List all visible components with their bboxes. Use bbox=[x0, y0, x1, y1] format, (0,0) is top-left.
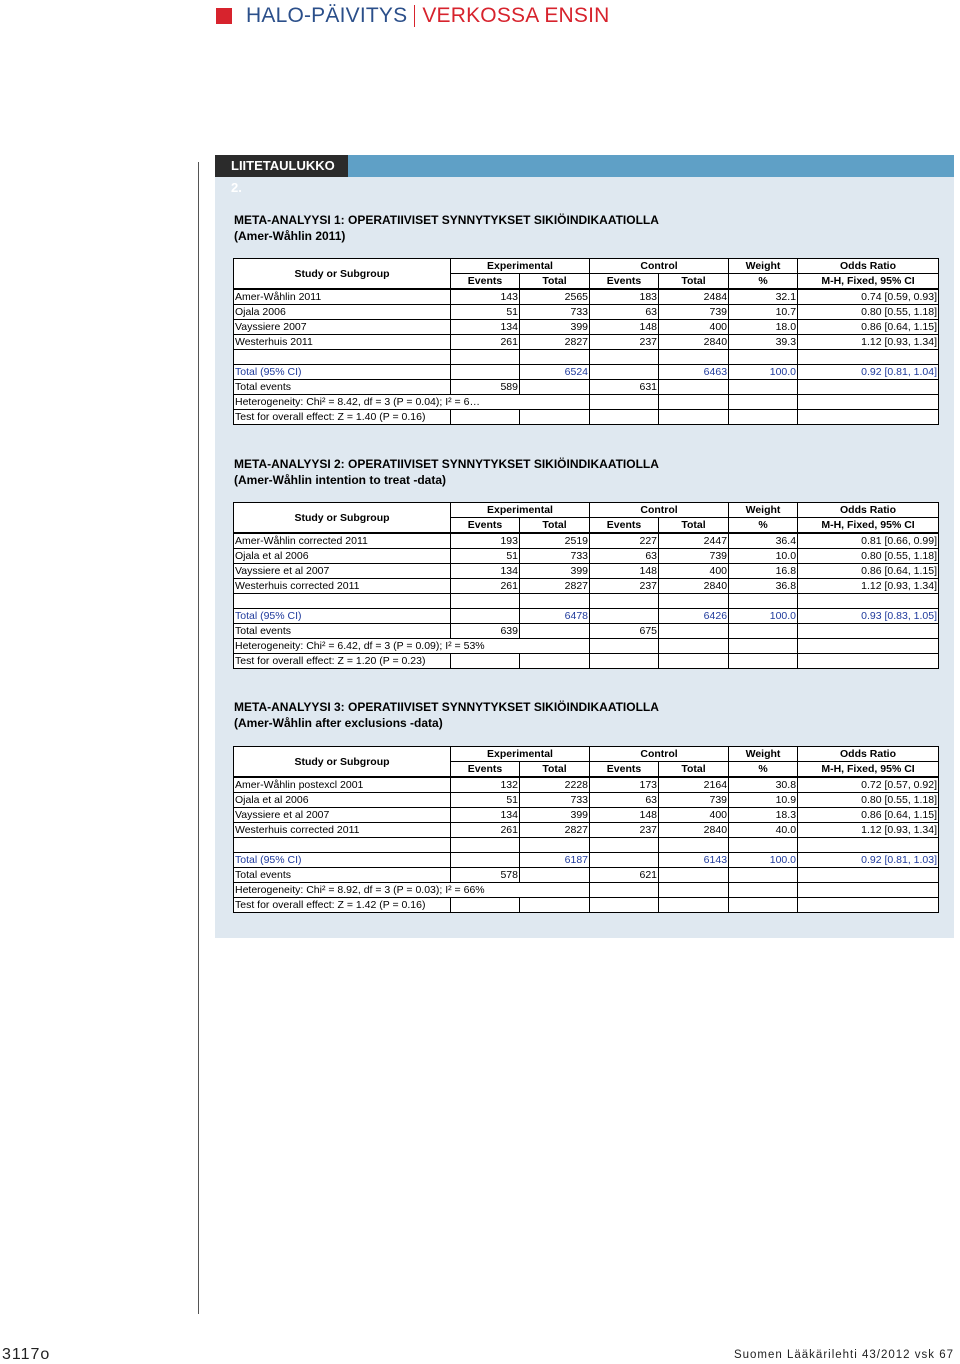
experimental-events: 132 bbox=[451, 777, 520, 793]
experimental-total: 2228 bbox=[520, 777, 590, 793]
table-row bbox=[234, 320, 939, 335]
brand-title: HALO-PÄIVITYS bbox=[246, 4, 408, 27]
total-events-row bbox=[234, 380, 939, 395]
weight-value: 18.3 bbox=[729, 808, 798, 823]
total-odds-ratio: 0.92 [0.81, 1.03] bbox=[798, 853, 939, 868]
empty-cell bbox=[729, 594, 798, 609]
overall-effect-row bbox=[234, 898, 939, 913]
table-row bbox=[234, 793, 939, 808]
control-events: 237 bbox=[590, 579, 659, 594]
study-column-header: Study or Subgroup bbox=[234, 259, 451, 290]
total-events-label: Total events bbox=[234, 380, 451, 395]
empty-cell bbox=[451, 609, 520, 624]
empty-cell bbox=[729, 624, 798, 639]
weight-value: 32.1 bbox=[729, 289, 798, 305]
control-events: 148 bbox=[590, 564, 659, 579]
weight-header: Weight bbox=[729, 747, 798, 762]
experimental-total: 2565 bbox=[520, 289, 590, 305]
control-header: Control bbox=[590, 503, 729, 518]
total-events-label: Total events bbox=[234, 624, 451, 639]
weight-value: 40.0 bbox=[729, 823, 798, 838]
empty-cell bbox=[520, 624, 590, 639]
empty-cell bbox=[659, 639, 729, 654]
experimental-header: Experimental bbox=[451, 259, 590, 274]
weight-value: 16.8 bbox=[729, 564, 798, 579]
header-row bbox=[234, 747, 939, 762]
empty-cell bbox=[659, 624, 729, 639]
total-odds-ratio: 0.93 [0.83, 1.05] bbox=[798, 609, 939, 624]
header-row bbox=[234, 259, 939, 274]
control-total: 400 bbox=[659, 564, 729, 579]
empty-cell bbox=[590, 898, 659, 913]
study-name: Ojala 2006 bbox=[234, 305, 451, 320]
experimental-events: 193 bbox=[451, 533, 520, 549]
control-total: 2840 bbox=[659, 823, 729, 838]
total-label: Total (95% CI) bbox=[234, 609, 451, 624]
control-header: Control bbox=[590, 747, 729, 762]
brand-subtitle: VERKOSSA ENSIN bbox=[422, 4, 610, 27]
empty-cell bbox=[729, 639, 798, 654]
events-experimental: 578 bbox=[451, 868, 520, 883]
empty-cell bbox=[451, 654, 520, 669]
weight-header: Weight bbox=[729, 259, 798, 274]
weight-value: 10.9 bbox=[729, 793, 798, 808]
table-row bbox=[234, 533, 939, 549]
empty-cell bbox=[729, 395, 798, 410]
experimental-total: 733 bbox=[520, 305, 590, 320]
experimental-events: 134 bbox=[451, 564, 520, 579]
empty-cell bbox=[798, 868, 939, 883]
events-experimental: 589 bbox=[451, 380, 520, 395]
experimental-total-header: Total bbox=[520, 274, 590, 290]
experimental-events: 261 bbox=[451, 335, 520, 350]
events-control: 621 bbox=[590, 868, 659, 883]
odds-ratio-header: Odds Ratio bbox=[798, 503, 939, 518]
empty-cell bbox=[590, 883, 659, 898]
total-row bbox=[234, 365, 939, 380]
experimental-total-header: Total bbox=[520, 518, 590, 534]
experimental-events: 51 bbox=[451, 549, 520, 564]
empty-cell bbox=[520, 594, 590, 609]
control-events: 183 bbox=[590, 289, 659, 305]
analysis-title-line: META-ANALYYSI 3: OPERATIIVISET SYNNYTYKSET SIKIÖINDIKAATIOLLA bbox=[234, 700, 659, 714]
empty-cell bbox=[659, 868, 729, 883]
empty-cell bbox=[590, 853, 659, 868]
experimental-total: 733 bbox=[520, 549, 590, 564]
overall-effect-row bbox=[234, 410, 939, 425]
experimental-total: 733 bbox=[520, 793, 590, 808]
weight-header: Weight bbox=[729, 503, 798, 518]
empty-cell bbox=[729, 380, 798, 395]
spacer-row bbox=[234, 350, 939, 365]
total-events-row bbox=[234, 868, 939, 883]
empty-cell bbox=[451, 594, 520, 609]
control-total: 2840 bbox=[659, 579, 729, 594]
empty-cell bbox=[234, 594, 451, 609]
empty-cell bbox=[520, 350, 590, 365]
empty-cell bbox=[590, 639, 659, 654]
experimental-total: 2827 bbox=[520, 579, 590, 594]
empty-cell bbox=[590, 410, 659, 425]
empty-cell bbox=[798, 410, 939, 425]
study-name: Ojala et al 2006 bbox=[234, 793, 451, 808]
empty-cell bbox=[798, 350, 939, 365]
empty-cell bbox=[451, 853, 520, 868]
empty-cell bbox=[729, 654, 798, 669]
experimental-header: Experimental bbox=[451, 503, 590, 518]
overall-effect-text: Test for overall effect: Z = 1.42 (P = 0.16) bbox=[234, 898, 451, 913]
odds-ratio-value: 0.74 [0.59, 0.93] bbox=[798, 289, 939, 305]
study-name: Vayssiere et al 2007 bbox=[234, 808, 451, 823]
control-total: 2840 bbox=[659, 335, 729, 350]
brand-divider bbox=[414, 5, 415, 27]
experimental-events: 51 bbox=[451, 305, 520, 320]
control-events: 173 bbox=[590, 777, 659, 793]
control-events: 63 bbox=[590, 549, 659, 564]
empty-cell bbox=[520, 410, 590, 425]
odds-ratio-value: 0.86 [0.64, 1.15] bbox=[798, 320, 939, 335]
weight-value: 36.4 bbox=[729, 533, 798, 549]
heterogeneity-row bbox=[234, 639, 939, 654]
weight-value: 10.0 bbox=[729, 549, 798, 564]
appendix-tag: LIITETAULUKKO 2. bbox=[215, 155, 348, 177]
empty-cell bbox=[798, 654, 939, 669]
experimental-header: Experimental bbox=[451, 747, 590, 762]
experimental-events: 51 bbox=[451, 793, 520, 808]
empty-cell bbox=[729, 883, 798, 898]
experimental-events-header: Events bbox=[451, 518, 520, 534]
experimental-total: 2827 bbox=[520, 335, 590, 350]
control-total-header: Total bbox=[659, 274, 729, 290]
control-events-header: Events bbox=[590, 762, 659, 778]
weight-percent-header: % bbox=[729, 274, 798, 290]
study-name: Westerhuis corrected 2011 bbox=[234, 579, 451, 594]
control-total: 739 bbox=[659, 793, 729, 808]
empty-cell bbox=[729, 898, 798, 913]
empty-cell bbox=[798, 898, 939, 913]
analysis-2-title bbox=[234, 456, 659, 488]
meta-analysis-table-1 bbox=[233, 258, 939, 425]
empty-cell bbox=[659, 380, 729, 395]
total-row bbox=[234, 853, 939, 868]
control-total: 400 bbox=[659, 808, 729, 823]
heterogeneity-row bbox=[234, 883, 939, 898]
heterogeneity-text: Heterogeneity: Chi² = 8.92, df = 3 (P = 0.03); I² = 66% bbox=[234, 883, 590, 898]
weight-percent-header: % bbox=[729, 762, 798, 778]
odds-ratio-value: 0.80 [0.55, 1.18] bbox=[798, 549, 939, 564]
odds-ratio-value: 1.12 [0.93, 1.34] bbox=[798, 335, 939, 350]
events-control: 631 bbox=[590, 380, 659, 395]
overall-effect-text: Test for overall effect: Z = 1.20 (P = 0.23) bbox=[234, 654, 451, 669]
odds-ratio-value: 0.80 [0.55, 1.18] bbox=[798, 305, 939, 320]
heterogeneity-text: Heterogeneity: Chi² = 6.42, df = 3 (P = 0.09); I² = 53% bbox=[234, 639, 590, 654]
analysis-subtitle-line: (Amer-Wåhlin after exclusions -data) bbox=[234, 716, 443, 730]
empty-cell bbox=[451, 365, 520, 380]
control-events: 148 bbox=[590, 808, 659, 823]
total-weight: 100.0 bbox=[729, 365, 798, 380]
empty-cell bbox=[729, 350, 798, 365]
odds-ratio-value: 0.86 [0.64, 1.15] bbox=[798, 564, 939, 579]
study-name: Vayssiere et al 2007 bbox=[234, 564, 451, 579]
experimental-events: 143 bbox=[451, 289, 520, 305]
empty-cell bbox=[590, 365, 659, 380]
study-column-header: Study or Subgroup bbox=[234, 747, 451, 778]
empty-cell bbox=[798, 380, 939, 395]
empty-cell bbox=[729, 838, 798, 853]
control-total: 400 bbox=[659, 320, 729, 335]
empty-cell bbox=[520, 838, 590, 853]
journal-footer: Suomen Lääkärilehti 43/2012 vsk 67 bbox=[733, 1349, 954, 1361]
control-total: 739 bbox=[659, 549, 729, 564]
empty-cell bbox=[520, 654, 590, 669]
study-name: Westerhuis corrected 2011 bbox=[234, 823, 451, 838]
empty-cell bbox=[520, 898, 590, 913]
total-experimental: 6187 bbox=[520, 853, 590, 868]
total-control: 6463 bbox=[659, 365, 729, 380]
study-name: Amer-Wåhlin corrected 2011 bbox=[234, 533, 451, 549]
experimental-events: 261 bbox=[451, 823, 520, 838]
empty-cell bbox=[590, 654, 659, 669]
spacer-row bbox=[234, 594, 939, 609]
empty-cell bbox=[729, 868, 798, 883]
study-name: Vayssiere 2007 bbox=[234, 320, 451, 335]
heterogeneity-text: Heterogeneity: Chi² = 8.42, df = 3 (P = 0.04); I² = 6… bbox=[234, 395, 590, 410]
empty-cell bbox=[659, 594, 729, 609]
total-weight: 100.0 bbox=[729, 609, 798, 624]
total-events-row bbox=[234, 624, 939, 639]
control-total: 739 bbox=[659, 305, 729, 320]
experimental-events-header: Events bbox=[451, 274, 520, 290]
empty-cell bbox=[798, 883, 939, 898]
page-code: 3117o bbox=[2, 1346, 51, 1363]
experimental-events: 134 bbox=[451, 320, 520, 335]
table-row bbox=[234, 305, 939, 320]
weight-value: 39.3 bbox=[729, 335, 798, 350]
empty-cell bbox=[234, 838, 451, 853]
experimental-total: 399 bbox=[520, 564, 590, 579]
header-row bbox=[234, 503, 939, 518]
odds-ratio-header: Odds Ratio bbox=[798, 747, 939, 762]
empty-cell bbox=[451, 838, 520, 853]
experimental-events: 134 bbox=[451, 808, 520, 823]
method-header: M-H, Fixed, 95% CI bbox=[798, 762, 939, 778]
control-events: 148 bbox=[590, 320, 659, 335]
total-label: Total (95% CI) bbox=[234, 365, 451, 380]
empty-cell bbox=[590, 609, 659, 624]
control-total-header: Total bbox=[659, 762, 729, 778]
total-label: Total (95% CI) bbox=[234, 853, 451, 868]
analysis-title-line: META-ANALYYSI 2: OPERATIIVISET SYNNYTYKSET SIKIÖINDIKAATIOLLA bbox=[234, 457, 659, 471]
study-name: Westerhuis 2011 bbox=[234, 335, 451, 350]
table-row bbox=[234, 579, 939, 594]
control-total: 2447 bbox=[659, 533, 729, 549]
study-name: Amer-Wåhlin postexcl 2001 bbox=[234, 777, 451, 793]
odds-ratio-value: 0.80 [0.55, 1.18] bbox=[798, 793, 939, 808]
empty-cell bbox=[451, 350, 520, 365]
events-control: 675 bbox=[590, 624, 659, 639]
control-events: 237 bbox=[590, 823, 659, 838]
empty-cell bbox=[659, 410, 729, 425]
empty-cell bbox=[798, 639, 939, 654]
control-total: 2484 bbox=[659, 289, 729, 305]
control-events-header: Events bbox=[590, 274, 659, 290]
total-odds-ratio: 0.92 [0.81, 1.04] bbox=[798, 365, 939, 380]
total-events-label: Total events bbox=[234, 868, 451, 883]
table-row bbox=[234, 549, 939, 564]
empty-cell bbox=[451, 410, 520, 425]
table-row bbox=[234, 777, 939, 793]
overall-effect-row bbox=[234, 654, 939, 669]
control-header: Control bbox=[590, 259, 729, 274]
experimental-events: 261 bbox=[451, 579, 520, 594]
brand-square-icon bbox=[216, 8, 232, 24]
table-row bbox=[234, 335, 939, 350]
empty-cell bbox=[659, 350, 729, 365]
empty-cell bbox=[659, 838, 729, 853]
heterogeneity-row bbox=[234, 395, 939, 410]
odds-ratio-value: 0.72 [0.57, 0.92] bbox=[798, 777, 939, 793]
control-events: 63 bbox=[590, 305, 659, 320]
method-header: M-H, Fixed, 95% CI bbox=[798, 274, 939, 290]
weight-value: 30.8 bbox=[729, 777, 798, 793]
empty-cell bbox=[659, 395, 729, 410]
empty-cell bbox=[798, 594, 939, 609]
empty-cell bbox=[659, 883, 729, 898]
overall-effect-text: Test for overall effect: Z = 1.40 (P = 0.16) bbox=[234, 410, 451, 425]
analysis-subtitle-line: (Amer-Wåhlin 2011) bbox=[234, 229, 346, 243]
empty-cell bbox=[798, 624, 939, 639]
odds-ratio-value: 1.12 [0.93, 1.34] bbox=[798, 823, 939, 838]
empty-cell bbox=[234, 350, 451, 365]
table-row bbox=[234, 808, 939, 823]
analysis-1-title bbox=[234, 212, 659, 244]
empty-cell bbox=[590, 838, 659, 853]
odds-ratio-value: 0.81 [0.66, 0.99] bbox=[798, 533, 939, 549]
odds-ratio-value: 1.12 [0.93, 1.34] bbox=[798, 579, 939, 594]
analysis-title-line: META-ANALYYSI 1: OPERATIIVISET SYNNYTYKSET SIKIÖINDIKAATIOLLA bbox=[234, 213, 659, 227]
control-total-header: Total bbox=[659, 518, 729, 534]
table-row bbox=[234, 823, 939, 838]
experimental-total: 399 bbox=[520, 808, 590, 823]
empty-cell bbox=[590, 594, 659, 609]
total-control: 6426 bbox=[659, 609, 729, 624]
control-total: 2164 bbox=[659, 777, 729, 793]
control-events: 227 bbox=[590, 533, 659, 549]
empty-cell bbox=[590, 395, 659, 410]
total-weight: 100.0 bbox=[729, 853, 798, 868]
empty-cell bbox=[659, 654, 729, 669]
empty-cell bbox=[520, 380, 590, 395]
control-events: 237 bbox=[590, 335, 659, 350]
table-row bbox=[234, 289, 939, 305]
events-experimental: 639 bbox=[451, 624, 520, 639]
control-events: 63 bbox=[590, 793, 659, 808]
experimental-total: 399 bbox=[520, 320, 590, 335]
empty-cell bbox=[451, 898, 520, 913]
meta-analysis-table-2 bbox=[233, 502, 939, 669]
study-name: Amer-Wåhlin 2011 bbox=[234, 289, 451, 305]
table-row bbox=[234, 564, 939, 579]
empty-cell bbox=[798, 395, 939, 410]
total-control: 6143 bbox=[659, 853, 729, 868]
weight-value: 18.0 bbox=[729, 320, 798, 335]
experimental-total: 2519 bbox=[520, 533, 590, 549]
empty-cell bbox=[729, 410, 798, 425]
control-events-header: Events bbox=[590, 518, 659, 534]
spacer-row bbox=[234, 838, 939, 853]
total-experimental: 6478 bbox=[520, 609, 590, 624]
analysis-3-title bbox=[234, 699, 659, 731]
method-header: M-H, Fixed, 95% CI bbox=[798, 518, 939, 534]
empty-cell bbox=[798, 838, 939, 853]
experimental-events-header: Events bbox=[451, 762, 520, 778]
empty-cell bbox=[659, 898, 729, 913]
empty-cell bbox=[590, 350, 659, 365]
total-row bbox=[234, 609, 939, 624]
weight-value: 36.8 bbox=[729, 579, 798, 594]
weight-percent-header: % bbox=[729, 518, 798, 534]
empty-cell bbox=[520, 868, 590, 883]
odds-ratio-value: 0.86 [0.64, 1.15] bbox=[798, 808, 939, 823]
experimental-total: 2827 bbox=[520, 823, 590, 838]
analysis-subtitle-line: (Amer-Wåhlin intention to treat -data) bbox=[234, 473, 446, 487]
study-name: Ojala et al 2006 bbox=[234, 549, 451, 564]
weight-value: 10.7 bbox=[729, 305, 798, 320]
brand-header bbox=[216, 3, 610, 29]
study-column-header: Study or Subgroup bbox=[234, 503, 451, 534]
odds-ratio-header: Odds Ratio bbox=[798, 259, 939, 274]
margin-rule bbox=[198, 162, 199, 1314]
experimental-total-header: Total bbox=[520, 762, 590, 778]
total-experimental: 6524 bbox=[520, 365, 590, 380]
meta-analysis-table-3 bbox=[233, 746, 939, 913]
